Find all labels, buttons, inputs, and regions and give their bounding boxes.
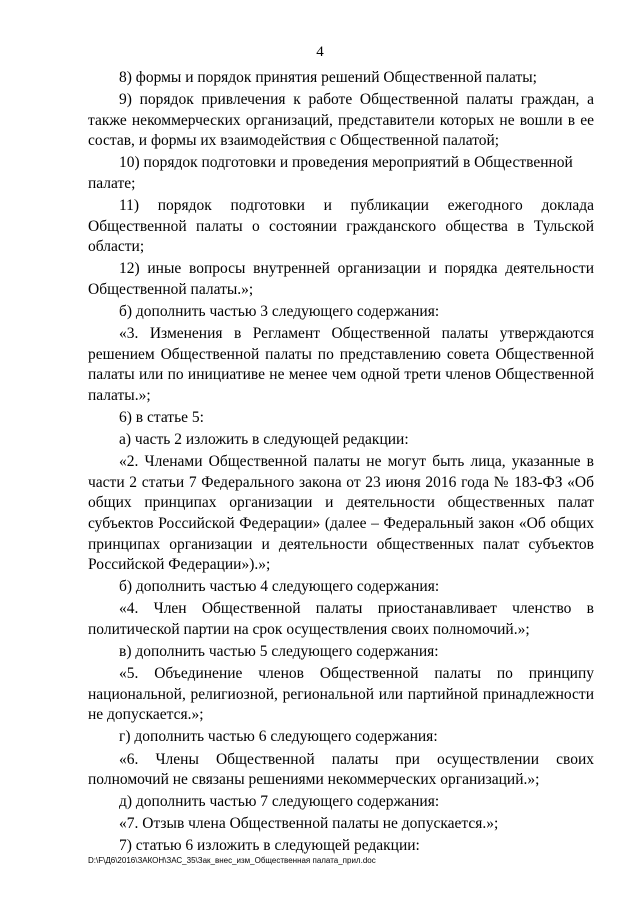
paragraph-quote-part6: «6. Члены Общественной палаты при осуществлении своих полномочий не связаны решениями некоммерческих организаций.»; (88, 750, 594, 789)
paragraph-item-12: 12) иные вопросы внутренней организации и порядка деятельности Общественной палаты.»; (88, 260, 594, 298)
paragraph-quote-part5: «5. Объединение членов Общественной палаты по принципу национальной, религиозной, региональной или партийной принадлежности не допускается.»; (88, 665, 594, 724)
page-number: 4 (316, 44, 324, 60)
paragraph-subpoint-a: а) часть 2 изложить в следующей редакции: (119, 431, 409, 449)
paragraph-quote-part3: «3. Изменения в Регламент Общественной палаты утверждаются решением Общественной палаты по представлению совета Общественной палаты или по инициативе не менее чем одной трети членов Общественной палаты.»; (88, 325, 594, 404)
paragraph-quote-part4: «4. Член Общественной палаты приостанавливает членство в политической партии на срок осуществления своих полномочий.»; (88, 600, 594, 638)
paragraph-point-6: 6) в статье 5: (119, 409, 204, 426)
paragraph-quote-part2: «2. Членами Общественной палаты не могут быть лица, указанные в части 2 статьи 7 Федерального закона от 23 июня 2016 года № 183-ФЗ «Об общих принципах организации и деятельности общественных палат субъектов Российской Федерации» (далее – Федеральный закон «Об общих принципах организации и деятельности общественных палат субъектов Российской Федерации»).»; (88, 453, 594, 574)
paragraph-item-9: 9) порядок привлечения к работе Общественной палаты граждан, а также некоммерческих организаций, представители которых не вошли в ее состав, и формы их взаимодействия с Общественной палатой; (88, 91, 594, 150)
document-body (88, 68, 594, 858)
paragraph-quote-part7: «7. Отзыв члена Общественной палаты не допускается.»; (119, 815, 499, 833)
paragraph-item-8: 8) формы и порядок принятия решений Общественной палаты; (119, 69, 537, 86)
paragraph-subpoint-v: в) дополнить частью 5 следующего содержания: (119, 643, 439, 661)
paragraph-subpoint-d: д) дополнить частью 7 следующего содержания: (119, 793, 440, 811)
paragraph-item-11: 11) порядок подготовки и публикации ежегодного доклада Общественной палаты о состоянии гражданского общества в Тульской области; (88, 197, 594, 256)
paragraph-subpoint-b-part3: б) дополнить частью 3 следующего содержания: (119, 303, 440, 321)
paragraph-point-7: 7) статью 6 изложить в следующей редакции: (119, 837, 420, 855)
file-path-footer: D:\F\Д6\2016\ЗАКОН\ЗАС_35\Зак_внес_изм_Общественная палата_прил.doc (88, 856, 376, 865)
paragraph-item-10: 10) порядок подготовки и проведения мероприятий в Общественной палате; (88, 154, 573, 192)
paragraph-subpoint-b-part4: б) дополнить частью 4 следующего содержания: (119, 578, 440, 596)
paragraph-subpoint-g: г) дополнить частью 6 следующего содержания: (119, 728, 438, 746)
